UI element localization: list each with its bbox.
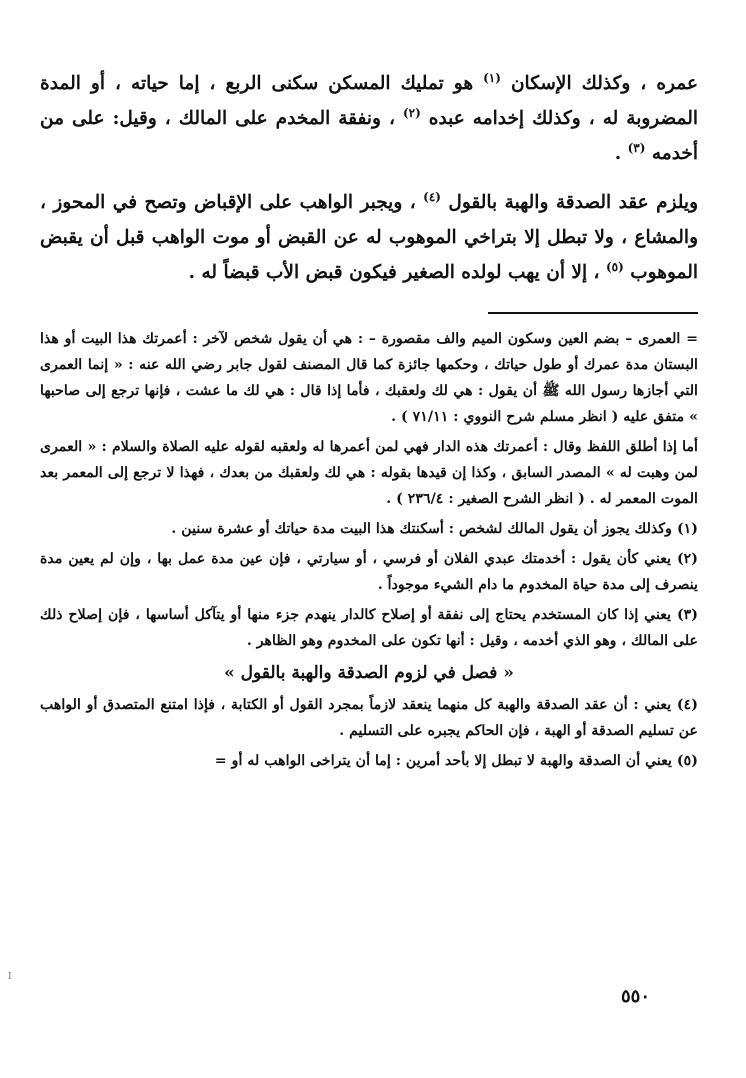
text-run: ويلزم عقد الصدقة والهبة بالقول — [440, 192, 698, 213]
text-run: ، ونفقة المخدم على المالك ، وقيل: على من أخدمه — [40, 108, 698, 164]
section-heading: « فصل في لزوم الصدقة والهبة بالقول » — [224, 663, 514, 683]
text-run: ، ويجبر الواهب على الإقباض وتصح في المحوز ، والمشاع ، ولا تبطل إلا بتراخي الموهوب له عن القبض أو موت الواهب قبل أن يقبض الموهوب — [40, 192, 698, 283]
footnote-2: (٢) يعني كأن يقول : أخدمتك عبدي الفلان أو فرسي ، أو سيارتي ، فإن عين مدة عمل بها ، وإن لم يعين مدة ينصرف إلى مدة حياة المخدوم ما دام الشيء موجوداً . — [40, 551, 698, 593]
footnote-separator — [488, 312, 698, 314]
text-run: عمره ، وكذلك الإسكان — [500, 73, 698, 94]
footnote-3: (٣) يعني إذا كان المستخدم يحتاج إلى نفقة أو إصلاح كالدار ينهدم جزء منها أو يتآكل أساسها ، فإن إصلاح ذلك على المالك ، وهو الذي أخدمه ، وقيل : أنها تكون على المخدوم وهو الظاهر . — [40, 607, 698, 649]
text-run: . — [614, 143, 628, 164]
text-run: هو تمليك المسكن سكنى الربع ، إما حياته ، أو المدة المضروبة له ، وكذلك إخدامه عبده — [40, 73, 698, 129]
footnote-ref-1[interactable]: (١) — [483, 70, 501, 85]
footnote-separator-wrap — [40, 304, 698, 326]
footnote-5: (٥) يعني أن الصدقة والهبة لا تبطل إلا بأحد أمرين : إما أن يتراخى الواهب له أو = — [214, 753, 698, 769]
main-paragraph-1 — [40, 66, 698, 171]
footnote-ref-3[interactable]: (٣) — [627, 140, 646, 155]
footnote-continued-2: أما إذا أطلق اللفظ وقال : أعمرتك هذه الدار فهي لمن أعمرها له ولعقبه لقوله عليه الصلاة والسلام : « العمرى لمن وهبت له » المصدر السابق ، وكذا إن قيدها بقوله : هي لك ولعقبك من بعدك ، فهذا لا ترجع إلى المعمر بعد الموت المعمر له . ( انظر الشرح الصغير : ٢٣٦/٤ ) . — [40, 439, 698, 507]
footnote-continued: = العمرى – بضم العين وسكون الميم والف مقصورة – : هي أن يقول شخص لآخر : أعمرتك هذا البيت أو هذا البستان مدة عمرك أو طول حياتك ، وحكمها جائزة كما قال المصنف لقول جابر رضي الله عنه : « إنما العمرى التي أجازها رسول الله ﷺ أن يقول : هي لك ولعقبك ، فأما إذا قال : هي لك ما عشت ، فإنها ترجع إلى صاحبها » متفق عليه ( انظر مسلم شرح النووي : ٧١/١١ ) . — [40, 331, 698, 425]
footnote-1: (١) وكذلك يجوز أن يقول المالك لشخص : أسكنتك هذا البيت مدة حياتك أو عشرة سنين . — [171, 521, 698, 537]
margin-mark: I — [8, 972, 12, 982]
main-paragraph-2 — [40, 185, 698, 290]
footnote-ref-5[interactable]: (٥) — [605, 259, 624, 274]
footnote-ref-4[interactable]: (٤) — [423, 189, 441, 204]
page-number: ٥٥٠ — [620, 986, 650, 1007]
footnote-4: (٤) يعني : أن عقد الصدقة والهبة كل منهما ينعقد لازماً بمجرد القول أو الكتابة ، فإذا امتنع المتصدق أو الواهب عن تسليم الصدقة أو الهبة ، فإن الحاكم يجبره على التسليم . — [40, 697, 698, 739]
footnote-ref-2[interactable]: (٢) — [402, 105, 421, 120]
page-body — [40, 66, 698, 778]
text-run: ، إلا أن يهب لولده الصغير فيكون قبض الأب قبضاً له . — [188, 262, 606, 283]
